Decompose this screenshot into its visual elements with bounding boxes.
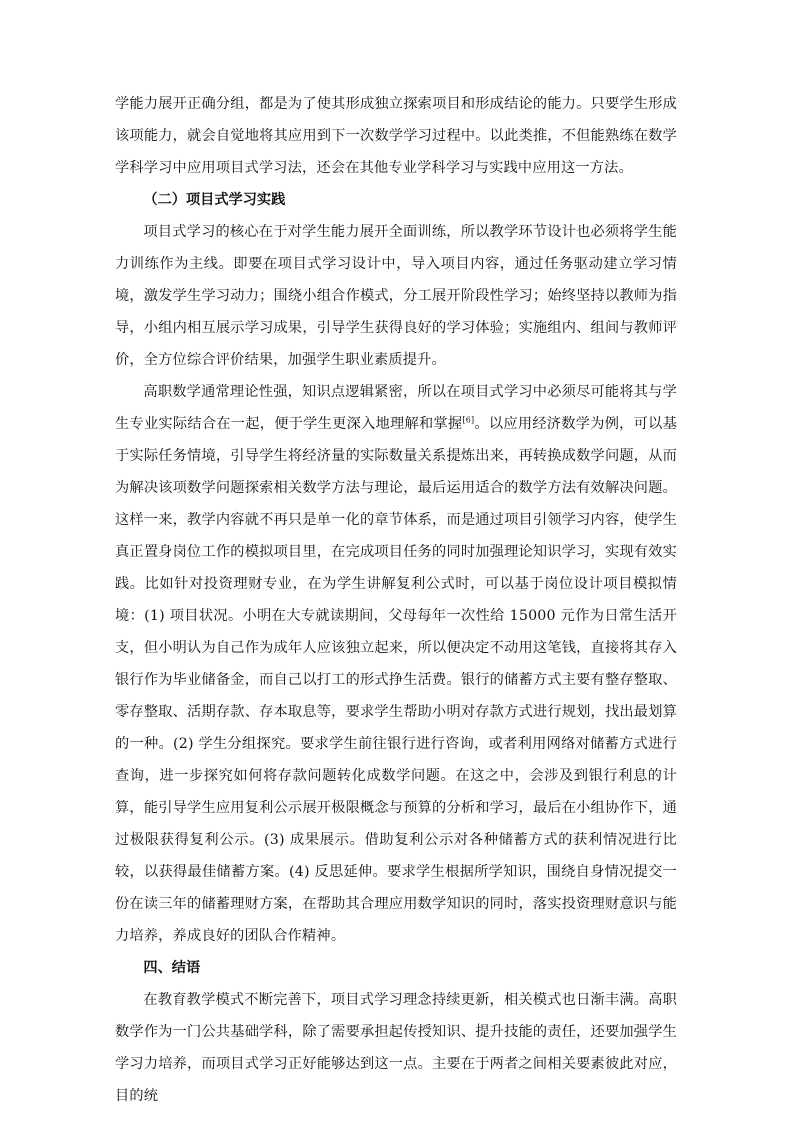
paragraph-applied-math-example [115, 376, 677, 952]
section-heading-conclusion: 四、结语 [143, 960, 201, 976]
paragraph-core-training: 项目式学习的核心在于对学生能力展开全面训练，所以教学环节设计也必须将学生能力训练作为主线。即要在项目式学习设计中，导入项目内容，通过任务驱动建立学习情境，激发学生学习动力；围绕小组合作模式，分工展开阶段性学习；始终坚持以教师为指导，小组内相互展示学习成果，引导学生获得良好的学习体验；实施组内、组间与教师评价，全方位综合评价结果，加强学生职业素质提升。 [115, 224, 677, 368]
paragraph-continued: 学能力展开正确分组，都是为了使其形成独立探索项目和形成结论的能力。只要学生形成该项能力，就会自觉地将其应用到下一次数学学习过程中。以此类推，不但能熟练在数学学科学习中应用项目式学习法，还会在其他专业学科学习与实践中应用这一方法。 [115, 96, 677, 176]
document-page [115, 88, 677, 1112]
section-heading-project-practice: （二）项目式学习实践 [143, 192, 286, 208]
paragraph-conclusion: 在教育教学模式不断完善下，项目式学习理念持续更新，相关模式也日渐丰满。高职数学作为一门公共基础学科，除了需要承担起传授知识、提升技能的责任，还要加强学生学习力培养，而项目式学习正好能够达到这一点。主要在于两者之间相关要素彼此对应，目的统 [115, 992, 677, 1104]
citation-reference: [6] [462, 415, 475, 425]
paragraph-text-part-1: 高职数学通常理论性强，知识点逻辑紧密，所以在项目式学习中必须尽可能将其与学生专业实际结合在一起，便于学生更深入地理解和掌握 [115, 384, 677, 432]
paragraph-text-part-2: 。以应用经济数学为例，可以基于实际任务情境，引导学生将经济量的实际数量关系提炼出来，再转换成数学问题，从而为解决该项数学问题探索相关数学方法与理论，最后运用适合的数学方法有效解决问题。这样一来，教学内容就不再只是单一化的章节体系，而是通过项目引领学习内容，使学生真正置身岗位工作的模拟项目里，在完成项目任务的同时加强理论知识学习，实现有效实践。比如针对投资理财专业，在为学生讲解复利公式时，可以基于岗位设计项目模拟情境：(1) 项目状况。小明在大专就读期间，父母每年一次性给 15000 元作为日常生活开支，但小明认为自己作为成年人应该独立起来，所以便决定不动用这笔钱，直接将其存入银行作为毕业储备金，而自己以打工的形式挣生活费。银行的储蓄方式主要有整存整取、零存整取、活期存款、存本取息等，要求学生帮助小明对存款方式进行规划，找出最划算的一种。(2) 学生分组探究。要求学生前往银行进行咨询，或者利用网络对储蓄方式进行查询，进一步探究如何将存款问题转化成数学问题。在这之中，会涉及到银行利息的计算，能引导学生应用复利公示展开极限概念与预算的分析和学习，最后在小组协作下，通过极限获得复利公示。(3) 成果展示。借助复利公示对各种储蓄方式的获利情况进行比较，以获得最佳储蓄方案。(4) 反思延伸。要求学生根据所学知识，围绕自身情况提交一份在读三年的储蓄理财方案，在帮助其合理应用数学知识的同时，落实投资理财意识与能力培养，养成良好的团队合作精神。 [115, 416, 677, 944]
